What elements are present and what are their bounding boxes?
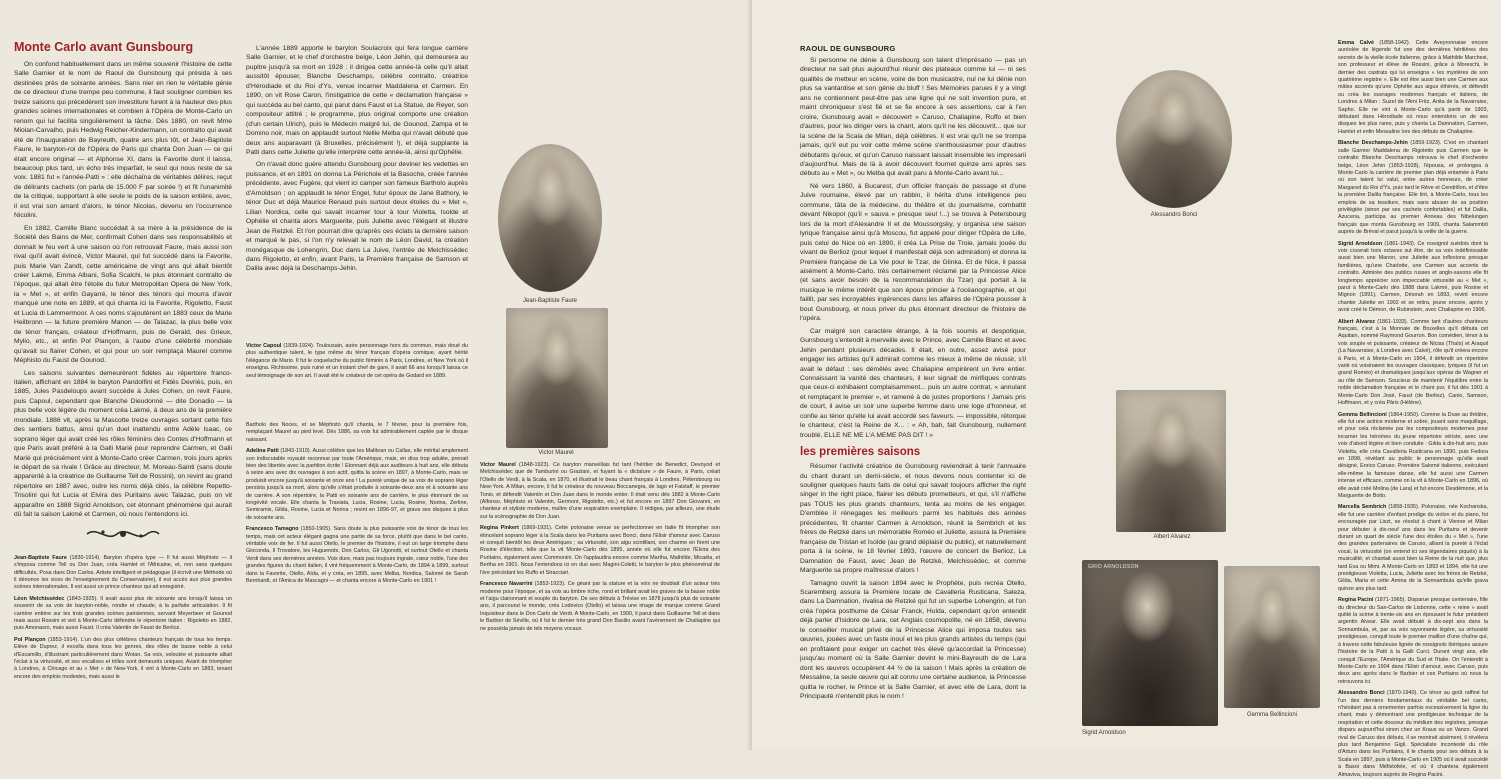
left-column-3	[480, 462, 720, 750]
photo-caption: Sigrid Arnoldson	[1082, 730, 1126, 736]
bio-entry	[1338, 241, 1488, 315]
bio-text: (1864-1950). Comme la Duse au théâtre, elle fut une actrice moderne et sobre, jouant sans maquillage, et pour cela réclamée par les compositeurs modernes pour incarner les héroïnes du jeune répertoire vériste, avec une voix d'abord légère et bien conduite : Gilda à dix-huit ans, puis Violetta, elle créa Cavalleria Rusticana en 1890, puis Fedora en 1898, révélant au public le personnage qu'elle avait désigné, Enrico Caruso. Première Salomé italienne, exécutant elle-même la fameuse danse, elle fut aussi une Carmen intense et efficace, comme on la vit à Monte-Carlo en 1896, où elle avait créé Molina (de Lara) et fut encore Desdémone, et la Marguerite de Boito.	[1338, 411, 1489, 499]
right-column-1	[800, 44, 1026, 750]
bio-text: (1858-1942). Cette Aveyronnaise encore auréolée de légende fut une des dernières héritières des secrets de la vieille école italienne, grâce à Mathilde Marchesi, son professeur et élève de Rossini, grâce à Moreschi, le dernier des castrats qui lui enseigna « les mystères de son quatrième registre ». Elle est être aussi bien une Carmen aux mâles accents qu'une Ophélie aux aigus éthérés, et défendit ou créa les ouvrages modernes français et italiens, de Londres à Milan : Suzel de l'Ami Fritz, Anita de la Navarraise, Sapho. Elle ne vint à Monte-Carlo qu'à partir de 1903, débutant dans Hérodiade où nous entendons un de ses disques les plus rares, puis y chanta La Damnation, Carmen, Hamlet et enfin Messaline lors des débuts de Chaliapine.	[1338, 40, 1489, 135]
bio-text: (1871-1965). Disparue presque centenaire, fille du directeur du San-Carlos de Lisbonne, cette « reine » avait quitté la scène à trente-six ans en épousant le futur président argentin Alvear. Elle avait débuté à dix-sept ans dans la Sonnambula, et, par sa voix rayonnante légère, sa virtuosité prestigieuse, conquit toute le premier maillon d'une chaîne qui, à travers cette fabuleuse lignée de rossignols ibériques assure l'histoire de la Patti à la Galli Curci. Durant vingt ans, elle conquit l'Europe, l'Amérique du Sud et l'Italie. On l'entendit à Monte-Carlo en 1904 dans l'Elisir d'amour, avec Caruso, puis deux ans après dans le Barbier et ces Puritains où nous la retrouvons ici.	[1338, 597, 1488, 685]
photo-caption: Victor Maurel	[538, 450, 574, 456]
paragraph: Car malgré son caractère étrange, à la fois soumis et despotique, Gunsbourg s'entendit à merveille avec le Prince, avec Camille Blanc et avec Jehin pendant plusieurs décades. Il était, en outre, assez avisé pour engager les artistes qu'il admirait comme les mieux à même de réussir, s'il avait le défaut : ses démêlés avec Chaliapine empirèrent un livre entier. Connaissant la vanité des chanteurs, il leur signait de mirifiques contrats que ceux-ci exhibaient complaisamment... puis un autre contrat, « annulant et remplaçant le premier », et ramené à de justes proportions ! Jamais pris de court, il avise un soir une superbe femme dans une loge d'honneur, et confie au ténor qu'elle lui avait accordé ses faveurs. — impossible, rétorque le chanteur, c'est la Reine de X... : « Ah, bah, fait Gunsbourg, nullement troublé, ELLE NE ME L'A MEME PAS DIT ! »	[800, 327, 1026, 439]
right-page	[752, 0, 1501, 778]
bio-name: Victor Maurel	[480, 462, 516, 468]
bio-entry	[480, 525, 720, 577]
section-title: RAOUL DE GUNSBOURG	[800, 44, 896, 53]
page-title: Monte Carlo avant Gunsbourg	[14, 40, 194, 54]
paragraph: En 1882, Camille Blanc succédait à sa mère à la présidence de la Société des Bains de Mer, confirmait Cohen dans ses responsabilités et donnait le feu vert à une saison où l'on retrouvait Faure, mais aussi son rival qui'il avait évincé, Victor Maurel, qui fut succédé dans la Favorite, puis Marie Van Zandt, cette américaine de vingt ans qui allait bientôt créer Lakmé, Emma Albani, Sofia Scalchi, le plus étonnant contralto de l'époque, qui allait être l'étoile du futur Metropolitan Opera de New York, la « Met », et enfin Gayarré, le ténor des ténors qui mourra d'avoir manqué une note en 1889, et qui chanta ici la Favorite, Rigoletto, Faust et Lucia di Lammermoor. A ces noms s'ajoutèrent en 1883 ceux de Marie Heilbronn — la future première Manon — de Talazac, la plus belle voix de ténor français, créateur d'Hoffmann, puis de Gerald, des Grieux, Mylio, etc., et enfin Pol Plançon, à l'aube d'une célébrité mondiale qu'avait su flairer Cohen, et qui pour un soir remplaça Maurel comme Méphisto du Faust de Gounod.	[14, 224, 232, 365]
photo-inscription: GRID ARNOLDSON	[1088, 564, 1139, 570]
bio-text: (1853-1914). L'un des plus célèbres chanteurs français de tous les temps. Elève de Duprez, il excella dans tous les genres, des rôles de basse noble à celui d'Escamillo, d'illustrant particulièrement dans Wotan. Sa voix, veloutée et puissante alliait l'éclat à la virtuosité, et ses vocalises et trilles sont demeurés uniques. Avant de triompher à Londres, à Chicago et au « Met » de New-York, il vint à Monte-Carlo en 1883, tenant encore des emplois modestes, mais aussi le	[14, 636, 232, 680]
bio-name: Gemma Bellincioni	[1338, 411, 1387, 418]
bio-name: Francesco Navarrini	[480, 581, 533, 588]
bio-name: Blanche Deschamps-Jehin	[1338, 140, 1408, 147]
bio-entry	[246, 422, 468, 444]
bio-name: Victor Capoul	[246, 342, 282, 349]
paragraph: Si personne ne dénie à Gunsbourg son talent d'imprésario — pas un directeur ne sait plus aujourd'hui réunir des plateaux comme lui — ni ses qualités de metteur en scène, voire de bon musicastre, nul ne lui dénie non plus sa vantardise et son génie du bluff ! Ses Mémoires parues il y a vingt ans ne contiennent peut-être pas une ligne qui ne soit invention pure, et maint chroniqueur s'est fié et se fie encore à ses assertions, car à l'en croire, Gunsbourg avait « découvert » Caruso, Chaliapine, Ruffo et bien d'autres, pour les diriger vers la chant, alors qu'il ne les découvrit... que sur la scène de la Scala de Milan, déjà célèbres. Il est vrai qu'il ne se trompa jamais, qu'il eut pu voir cette même scène s'enthousiasmer pour d'autres débutants qu'eux, et qu'un Caruso naissant laissait insensible les impresarii d'aujourd'hui. Mais de là à avoir découvert fournet quinze ans après ses débuts au « Met », ou Melba qui avait paru à Monte-Carlo avant lui...	[800, 57, 1026, 178]
bio-entry	[246, 526, 468, 585]
bio-name: Pol Plançon	[14, 636, 46, 643]
bio-name: Jean-Baptiste Faure	[14, 554, 67, 561]
bio-text: Bartholo des Noces, et se Méphisto qu'il chanta, le 7 février, pour la première fois, remplaçant Maurel au pied levé. Dès 1886, sa voix fut admirablement captée par le disque naissant.	[246, 421, 468, 443]
bio-text: (1839-1924). Toulousain, autre personnage hors du commun, mais doué du plus authentique talent, le type même du ténor français d'opéra comique, ayant hérité l'élégance de Mario. Il fut le coqueluche du public féminin à Paris, Londres, et New York où il enseigna. Richissime, puis ruiné et un instant chef de gare, il avait 66 ans lorsqu'il laissa ce seul témoignage de son art. Il avait été le créateur de cet opéra de Godard en 1889.	[246, 342, 468, 379]
left-column-2	[246, 44, 468, 750]
bio-name: Regina Pinkert	[480, 525, 519, 532]
bio-name: Regina Pacini	[1338, 597, 1374, 604]
paragraph: Les saisons suivantes demeurèrent fidèles au répertoire franco-italien, affichant en 1884 le baryton Pandolfini et Fidès Devriès, puis, en 1885, Jules Pasdeloups avant succède à Jules Cohen, on revit Faure, puis Capoul, cependant que Blanche Dieudonné — dite Donadio — la plus belle voix légère du moment créa Lakmé, à deux ans de la première mondiale. 1886 vit, après la Mascotte treize ouvrages sortant cette fois des sentiers battus, ainsi qu'un duel inattendu entre Adèle Isaac, ce soprano léger qui avait créé les rôles féminins des Contes d'Hoffmann et que Paris avait préféré à la Galli Marié pour reprendre Carmen, et Galli Marié qui précisément vint à Monte-Carlo créer Carmen, trois jours après le départ de sa rivale ! Grâce au directeur, M. Moreau-Sainti (sans doute apparenté à la créatrice de Guillaume Tell de Rossini), on revint au grand répertoire en 1887 avec, outre les noms déjà cités, la célèbre Repetto-Trisolini qui fut Lucia et Elvira des Puritains avec Talazac, puis on vit apparaître en 1888 Sigrid Arnoldson, cet étonnant phénomène qui aurait dû fait la saison Lakmé et Carmen, où nous l'entendons ici.	[14, 369, 232, 519]
bio-text: (1850-1905). Sans doute la plus puissante voix de ténor de tous les temps, mais cet acteur élégant gagna une partie de sa force, plutôt que dans le bel canto, véritable voix de fer. Il fut aussi Otello, le premier de l'histoire, il eut un large triomphe dans Gioconda, Il Trovatore, les Huguenots, Don Carlos, Gli Ugonotti, et surtout Otello et chanta Verdi dans ses dernières années. Voix dure, mais pas toujours ingrate, cœur noble, l'une des grandes figures du chant italien, il vint fréquemment à Monte-Carlo, de 1894 à 1899, surtout dans la Favorite, Otello, Aïda, et y créa, en 1895, avec Melba, Nordica, Salomé de Sarah Bernhardt, et l'Amica de Mascagni — et chanta encore à Monte-Carlo en 1901 !	[246, 526, 469, 585]
bio-entry	[14, 596, 232, 633]
bio-name: Adelina Patti	[246, 448, 279, 455]
bio-entry	[1338, 504, 1488, 593]
bio-text: (1853-1923). Ce géant par la stature et la voix ne doublait d'un acteur très moderne pour l'époque, et sa voix au timbre riche, rond et brillant avait les graves de la basse noble et l'aigu claironnant et souple du baryton. De ses débuts à Trévise en 1878 jusqu'à plus de soixante ans, il parcourut le monde, créa Lodovico (Otello) et laissa une image de marque comme Grand Inquisiteur dans le Don Carlo de Verdi. A Monte-Carlo, en 1900, il parut dans Guillaume Tell et dans le Barbier de Séville, où il fut le dernier très grand Don Basilio avant l'avènement de Chaliapine qui ne possèda jamais de tels moyens vocaux.	[480, 581, 720, 632]
photo-caption: Gemma Bellincioni	[1246, 712, 1298, 718]
bio-name: Albert Alvarez	[1338, 318, 1375, 325]
section-title: les premières saisons	[800, 446, 921, 459]
bio-entry	[1338, 690, 1488, 779]
bio-entry	[1338, 40, 1488, 136]
photo-alessandro-bonci	[1116, 70, 1232, 208]
left-page	[0, 0, 752, 750]
bio-name: Léon Melchissédec	[14, 595, 65, 602]
bio-entry	[246, 343, 468, 380]
photo-caption: Jean-Baptiste Faure	[522, 298, 578, 304]
bio-entry	[1338, 319, 1488, 408]
photo-jean-baptiste-faure	[498, 144, 602, 292]
bio-text: (1830-1914). Baryton d'opéra type — Il fut aussi Méphisto — il s'imposa comme Tell ou Don Juan, créa Hamlet et l'Africaine, et, non sans quelques difficultés, Posa dans Don Carlos. Artiste intelligent et pédagogue (il écrivit une Méthode où il dénonce les vices de l'enseignement du Conservatoire), il eut accès aux plus grandes scènes internationales. Il est aussi un prince chanteur qui ait enregistré.	[14, 554, 233, 591]
photo-caption: Alessandro Bonci	[1150, 212, 1198, 218]
bio-name: Marcella Sembrich	[1338, 504, 1387, 511]
bio-text: (1843-1925). Il avait aussi plus de soixante ans lorsqu'il laissa un souvenir de sa voix de baryton-noble, rondie et chaude, à la parfaite articulation. Il fit carrière entière sur les trois grandes scènes parisiennes, servant Meyerbeer et Gounod mais aussi Rossini et vint à Monte-Carlo défendre le répertoire italien : Rigoletto en 1882, puis Amonasro, mais aussi Faust. Il créa Valentin de Faust de Berlioz.	[14, 595, 232, 632]
bio-text: (1843-1919). Aussi célèbre que les Malibran ou Callas, elle mérital amplement son indiscutable royauté reconnue par toute l'Amérique, mais, en diva trop adulée, prenait bien des libertés avec la partition écrite ! Etonnant déjà aux auditeurs à huit ans, elle débuta à seize ans avec dix ouvrages à son actif, quitta la scène en 1897, à Monte-Carlo, mais se produisit encore jusqu'à soixante et onze ans ! La pureté unique de sa voix de soprano léger persista jusqu'à sa mort, alors qu'elle s'était produite à soixante-deux ans et à soixante ans de carrière. A son répertoire, la Patti en soixante ans de carrière, le plus étonnant de sa longévité vocale. Elle chanta la Traviata, Lucia, Rosine, Lucia, Rosine, Norina, Zerline, Semiramis, Gilda, Rosine, Lucia et Norina ; revint en 1896-97, et grava ses disques à plus de soixante ans.	[246, 448, 469, 521]
bio-name: Francesco Tamagno	[246, 526, 299, 533]
bio-entry	[14, 555, 232, 592]
paragraph: Résumer l'activité créatrice de Gunsbourg reviendrait à tenir l'annuaire du chant durant un demi-siècle, et nous devons nous contenter ici de souligner quelques hauts faits de celui qui savait toujours afficher the right singer in the right place, flairer les débuts prometteurs, et qui, s'il n'affiche pas TOUS les plus grands chanteurs, tenta au moins de les engager. D'emblée il rénegages les meilleurs parmi les habitués des années précédentes, fit chanter Carmen à Arnoldson, réunit la Sembrich et les frères de Retzké dans un mémorable Roméo et Juliette, assura la Première française de Tristan et Isolde (au grand déplaisir du public), et naturellement porta à la scène, le 18 février 1893, l'œuvre de concert de Berlioz, La Damnation de Faust, avec Jean de Retzké, Melchissédec, et comme Marguerite sa propre maîtresse d'alors !	[800, 463, 1026, 575]
paragraph: Né vers 1860, à Bucarest, d'un officier français de passage et d'une Juive roumaine, élevé par un rabbin, il hérita d'une intelligence peu commune, tâta de la médecine, du théâtre et du journalisme, combattit devant Nikopol (qu'il « sauva » presque seul !...) se trouva à Petersbourg lors de la mort d'Alexandre II et de Moussorgsky, y organisa une saison lyrique française ainsi qu'à Moscou, fut appelé pour diriger l'Opéra de Lille, puis celui de Nice où en 1890, il créa La Prise de Troie, jamais jouée du vivant de Berlioz (pour lequel il manifestait déjà son admiration) et donna la Première française de La Vie pour le Tzar, de Glinka. Et de Nice, il passa aisément à Monte-Carlo, très certainement réclamé par la Princesse Alice (et sans avoir besoin de la recommandation du Tzar) qui portait à la musique le même intérêt que son époux princier à l'océanographie, et qui faillit, par ses incroyables ingérences dans les affaires de l'Opéra pousser à bout Gunsbourg, et nous priver du plus étonnant directeur de l'histoire de l'opéra.	[800, 182, 1026, 323]
paragraph: L'année 1889 apporte le baryton Soulacroix qui fera longue carrière Salle Garnier, et le chef d'orchestre belge, Léon Jehin, qui demeurera au pupitre jusqu'à sa mort en 1928 : il dirigea cette année-là celle qu'il allait aussitôt épouser, Blanche Deschamps, célèbre contralto, créatrice d'Hérodiade et du Roi d'Ys, venue incarner Maddalena et Carmen. En 1890, on vit Rose Caron, l'instigatrice de cette « déclamation française » qui succéda au bel canto, qui parut dans Faust et La Statue, de Reyer, son compositeur attitré ; le programme, plus original comporte une création (d'un certain Ulrich), puis le Médecin malgré lui, de Gounod, Zampa et le Domino noir, mais on applaudit surtout Nellie Melba qui n'avait débuté que deux ans auparavant (à Bruxelles, précisément !), et déjà supplante la Patti dans cette Juliette qu'elle interprète cette année-là, ainsi qu'Ophélie.	[246, 45, 468, 156]
bio-name: Alessandro Bonci	[1338, 690, 1385, 697]
bio-entry	[246, 448, 468, 522]
paragraph: On n'avait donc guère attendu Gunsbourg pour deviner les vedettes en puissance, et en 1891 on donna La Périchole et la Basoche, créée l'année précédente, avec Fugère, qui vient ici camper son fameux Bartholo auprès d'Arnoldson ; on applaudit le ténor Engel, futur époux de Jane Bathory, le ténor Duc et déjà Maurice Renaud puis surtout deux étoiles du « Met », Lilian Nordica, celle qui savait incarner tour à tour Violetta, Isolde et Ophélie et chanta alors Marguerite, puis Juliette avec l'élégant et illustre Jean de Retzké. Et l'on pourrait dire qu'après ces éclats la dernière saison et marqué le pas, si l'on n'y relevait le nom de Léon David, la création monégasque de Lohengrin, Duc dans La Juive, l'entrée de Melchissédec dans Rigoletto, et enfin, avant Paris, la Première française de Samson et Dalila avec déjà la Deschamps-Jehin.	[246, 161, 468, 273]
photo-sigrid-arnoldson	[1082, 560, 1218, 726]
bio-name: Sigrid Arnoldson	[1338, 240, 1383, 247]
bio-text: (1848-1923). Ce baryton marseillais fut tant l'héritier de Benedict, Devoyod et Melchissédec que de Tamburini ou Graziani, et fuyant la « dictature » de Faure, à Paris, créait l'Otello de Verdi, à la Scala, en 1870, et illustrait le beau chant français à Londres, Pétersbourg ou New-York. A Milan, encore, il fut le créateur du nouveau Boccanegra, de Iago et Falstaff, le premier Tonio, et défendit Valentin et Don Juan dans le monde entier. Il était venu dès 1882 à Monte-Carlo (Alfonso, Méphisto et Valentin, Germont, Rigoletto, etc.) et fut encore en 1897 Don Giovanni, en chanteur et styliste moderne, maître d'une respiration exemplaire. Il rédigea, par ailleurs, une étude sur la scénographie de Don Juan.	[480, 462, 721, 520]
bio-entry	[480, 581, 720, 633]
bio-entry	[480, 462, 720, 521]
floral-ornament-icon	[83, 526, 163, 542]
bio-text: (1870-1940). Ce ténor au goût raffiné fut l'un des derniers fondamentaux du véritable bel canto, n'hésitant pas à ornementer parfois excessivement la ligne du chant, mais y démontrant une prodigieuse technique de la respiration et cette douceur du médium des registres, presque disparu aujourd'hui sinon chez un Kraus ou un Vanzo. Grand rival de Caruso des débuts, il se montrait aisément, il révélera plus tard Benjamino Gigli. Spécialiste incontesté du rôle d'Arturo dans les Puritains, il le chanta pour ses débuts à la Scala en 1897, puis à Monte-Carlo en 1905 où il avait succédé à Basoi dans Méfistofele, et où il chantera également Almaviva, toujours auprès de Regina Pacini.	[1338, 690, 1488, 778]
left-column-1	[14, 60, 232, 750]
paragraph: Tamagno ouvrit la saison 1894 avec le Prophète, puis recréa Otello, Scaremberg assura la Première locale de Cavalleria Rusticana, Saleza, dans La Damnation, rivalisa de Retzké qui fut un superbe Lohengrin, et l'on créa l'opéra posthume de César Franck, Hulda, cependant qu'on entendit déjà parler d'Isidore de Lara, cet Anglais cosmopolite, né en 1858, devenu le conseiller musical privé de la Princesse Alice qui imposa toutes ses œuvres, jouées avec un faste inouï et les plus grands artistes du temps (qui en profitaient pour exiger un cachet très élevé qu'accordait la Princesse) jusqu'au moment où la Salle Garnier devint le mini-Bayreuth de de Lara dont les œuvres occupèrent 44 ½ de la saison ! Mais après la création de Messaline, la seule œuvre qui ait connu une certaine audience, la Princesse quitta le rocher, le Prince et la Salle Garnier, et avec elle de Lara, dont la Principauté n'entendit plus le nom !	[800, 579, 1026, 700]
bio-entry	[1338, 412, 1488, 501]
bio-text: (1859-1923). C'est en chantant salle Garnier Maddalena de Rigoletto puis Carmen que le contralto Blanche Deschamps retrouva le chef d'orchestre belge, Léon Jehin (1853-1928), l'épousa, et prolongea à Monte-Carlo la carrière de premier plan déjà entamée à Paris où son talent lui valut, entre autres honneurs, de créer Margared du Roi d'Ys, puis tard le Rêve et Cendrillon, et d'être la première Dalila française. Elle tint, à Monte-Carlo, tous les emplois de sa tessiture, mais sans abuser de sa position privilégiée (sinon par ses cachets confortables) et fut Dalila, Azucena, participa au premier Anneau des Nibelungen français que monta Gunsbourg en 1909, chanta Salammbô auprès de Bréval et parut jusqu'à la veille de la guerre.	[1338, 140, 1489, 236]
bio-entry	[1338, 140, 1488, 236]
paragraph: On confond habituellement dans un même souvenir l'histoire de cette Salle Garnier et le nom de Raoul de Gunsbourg qui présida à ses destinées près de soixante années. Sans nier en rien le véritable génie de ce directeur d'une trempe peu commune, il faut souligner combien les treize saisons qui précédèrent son investiture furent à la hauteur des plus grandes scènes internationales et combien à l'Opéra de Monte-Carlo un renom qui lui facilita singulièrement la tâche. Dès 1880, on revit Mme Miolan-Carvalho, puis Hedwig Reicher-Kindermann, un contralto qui avait été de l'inauguration de Bayreuth, quatre ans plus tôt, et Jean-Baptiste Faure, le baryton-roi de l'Opéra de Paris qui chanta Don Juan — ce qui était encore original — et Alphonse XI, dans la Favorite dont il laissa, beaucoup plus tard, un écho très imparfait, le seul qui nous reste de sa voix. 1881 fut « l'année-Patti » : elle déchaîna de véritables délires, reçut de délirants cachets (on parla de 15.000 F par soirée !) et fit l'unanimité de la critique, supportant à elle seule le poids de la saison entière, avec, il est vrai son amant d'alors, le ténor Nicolas, devenu en l'occurrence Nicolini.	[14, 61, 232, 220]
photo-victor-maurel	[506, 308, 608, 448]
bio-text: (1858-1935). Polonaise, née Kochanska, elle fut une carrière d'enfant prodige du violon et du piano, fut encouragée par Liszt, se résolut à chant à Vienne et Milan pour débuter à dix-neuf ans dans les Puritains et devenir durant un quart de siècle l'une des étoiles du « Met », l'une des grandes partenaires de Caruso, alliant la pureté à l'éclat vocal, la virtuosité (on entend ici ses légendaires piqués) à la musicalité, et chantait aussi bien la Reine de la nuit que, plus tard Eva ou Mimi. A Monte-Carlo en 1893 et 1894, elle fut une prestigieuse Violetta, Lucia, Juliette avec les frères de Retzké, Gilda, Maria et cette Amina de la Sonnambula qu'elle grava quinze ans plus tard.	[1338, 504, 1489, 592]
ornament-divider	[14, 526, 232, 547]
bio-name: Emma Calvé	[1338, 40, 1374, 46]
bio-entry	[14, 637, 232, 681]
bio-entry	[1338, 597, 1488, 686]
bio-text: (1861-1933). Comme tant d'autres chanteurs français, c'est à la Monnaie de Bruxelles qu'il débuta cet Aquitain, nommé Raymond Gourron. Bon comédien, ténor à la voix souple et puissante, créateur de Nicias (Thaïs) et Araquil (La Navarraise, à Londres avec Calvé), rôle qu'il créera encore à Paris, et à Monte-Carlo en 1904, il défendit un répertoire varié où voisinaient les ouvrages classiques, lyriques (il fut un grand Roméo) et dramatiques jusqu'aux opéras de Wagner et au rôle de Samson. Soucieux de maintenir l'équilibre entre la noble déclamation française et le chant pur, il fut dès 1901 à Monte-Carlo Don José, Faust (de Berlioz), Canio, Samson, Hoffmann, et y créa Pâris (Hélène).	[1338, 318, 1488, 407]
photo-caption: Albert Alvarez	[1153, 534, 1191, 540]
bio-text: (1869-1931). Cette polonaise venue se perfectionner en Italie fit triompher son étincelant soprano léger à la Scala dans les Puritains avec Bonci, dans l'Elisir d'amour avec Caruso et conquit bientôt les deux Amériques ; sa virtuosité, son aigu scintillant, son charme en firent une Rosine d'élection, telle que la vit Monte-Carlo dès 1895, année où elle fut encore l'Elvira des Puritains, également avec Commonini. On l'applaudira encore comme Martha, Mathilde, Micaëla, et Bertha en 1901. Nous l'entendons ici en duo avec Magini-Coletti, le baryton le plus phénoménal de l'ère précédant les Ruffo et Stracciari.	[480, 525, 720, 576]
photo-albert-alvarez	[1116, 390, 1226, 532]
bio-text: (1861-1943). Ce rossignol suédois dont la voix couvrait trois octaves sut être, de sa voix indéfinissable aussi bien une Manon, une Juliette aux inflexions presque familières, qu'une Charlotte, une Carmen aux accents de contralto. Admirée des publics russes et anglo-saxons elle fit longtemps apprécier son impeccable virtuosité au « Met », parut à Monte-Carlo dès 1888 dans Lakmé, puis Rosine et Mignon (1891), Carmen, Dinorah en 1893, revint encore chanter Juliette en 1902 et se retira, jeune encore, après y avoir créé le Démon, de Rubinstein, avec Chaliapine en 1906.	[1338, 240, 1488, 314]
photo-gemma-bellincioni	[1224, 566, 1320, 708]
right-column-bios	[1338, 40, 1489, 778]
